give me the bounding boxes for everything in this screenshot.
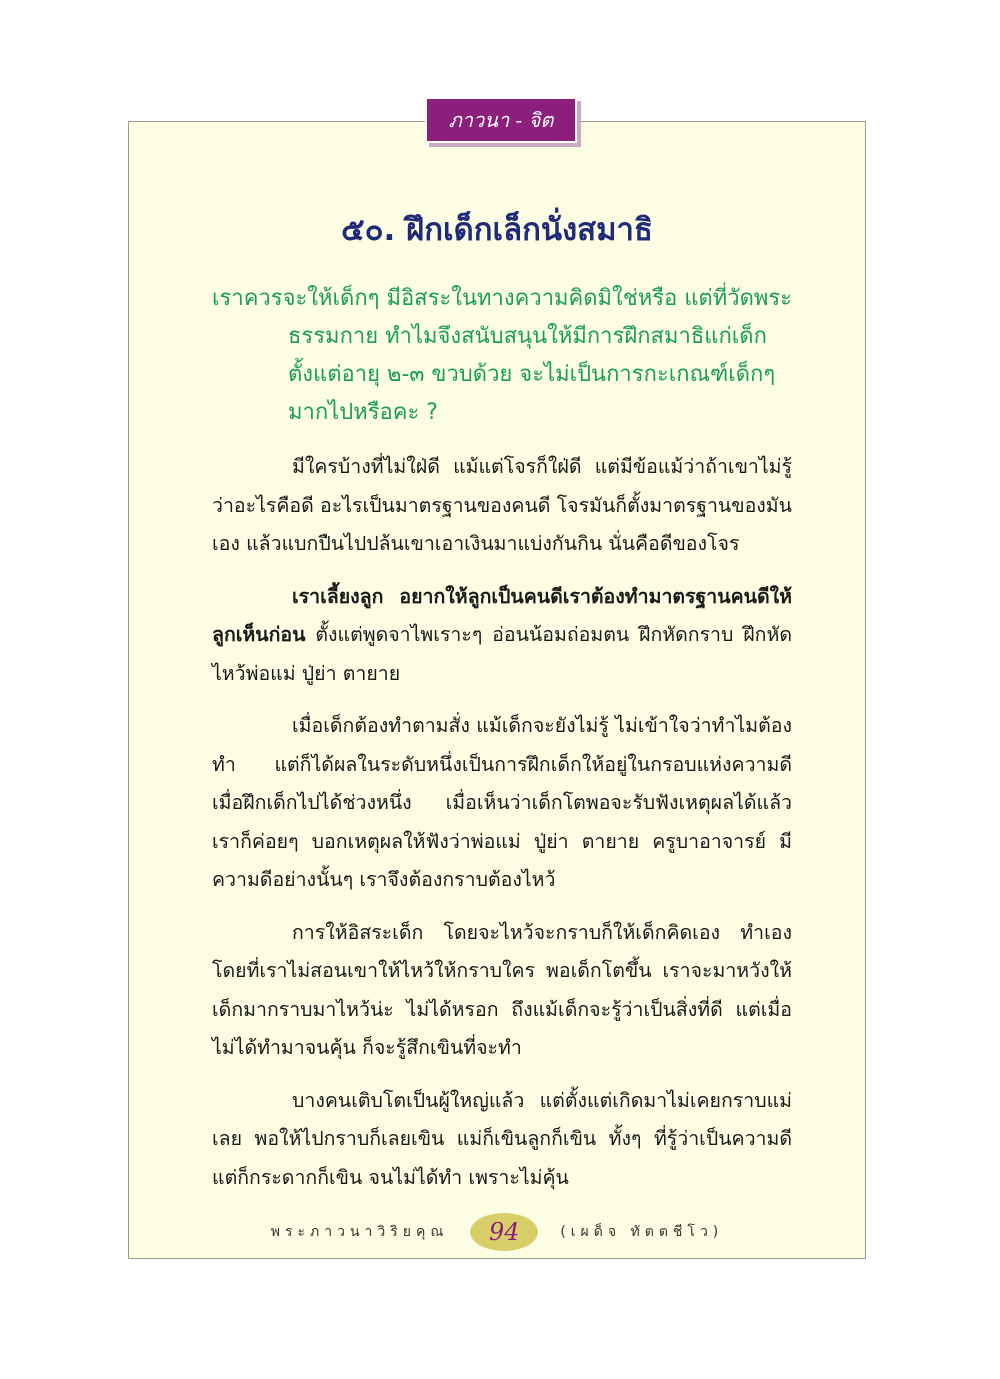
paragraph-5: บางคนเติบโตเป็นผู้ใหญ่แล้ว แต่ตั้งแต่เกิดมาไม่เคยกราบแม่เลย พอให้ไปกราบก็เลยเขิน แม่ก็เขินลูกก็เขิน ทั้งๆ ที่รู้ว่าเป็นความดี แต่ก็กระดากก็เขิน จนไม่ได้ทำ เพราะไม่คุ้น bbox=[212, 1088, 792, 1189]
paragraph-3: เมื่อเด็กต้องทำตามสั่ง แม้เด็กจะยังไม่รู้ ไม่เข้าใจว่าทำไมต้องทำ แต่ก็ได้ผลในระดับหนึ่งเป็นการฝึกเด็กให้อยู่ในกรอบแห่งความดี เมื่อฝึกเด็กไปได้ช่วงหนึ่ง เมื่อเห็นว่าเด็กโตพอจะรับฟังเหตุผลได้แล้ว เราก็ค่อยๆ บอกเหตุผลให้ฟังว่าพ่อแม่ ปู่ย่า ตายาย ครูบาอาจารย์ มีความดีอย่างนั้นๆ เราจึงต้องกราบต้องไหว้ bbox=[212, 714, 792, 891]
page-number-badge: 94 bbox=[470, 1213, 538, 1251]
footer-book-title: พระภาวนาวิริยคุณ bbox=[270, 1224, 449, 1240]
article-body bbox=[212, 448, 792, 1211]
section-tab: ภาวนา - จิต bbox=[425, 97, 577, 143]
paragraph-1: มีใครบ้างที่ไม่ใฝ่ดี แม้แต่โจรก็ใฝ่ดี แต่มีข้อแม้ว่าถ้าเขาไม่รู้ว่าอะไรคือดี อะไรเป็นมาตรฐานของคนดี โจรมันก็ตั้งมาตรฐานของมันเอง แล้วแบกปืนไปปล้นเขาเอาเงินมาแบ่งกันกิน นั่นคือดีของโจร bbox=[212, 455, 792, 555]
chapter-title: ๕๐. ฝึกเด็กเล็กนั่งสมาธิ bbox=[341, 212, 653, 248]
page-footer bbox=[128, 1210, 866, 1254]
paragraph-2-bold: เราเลี้ยงลูก อยากให้ลูกเป็นคนดีเราต้องทำมาตรฐานคนดีให้ลูกเห็นก่อน bbox=[212, 584, 792, 646]
footer-subtitle: (เผด็จ ทัตตชีโว) bbox=[560, 1224, 724, 1240]
paragraph-4: การให้อิสระเด็ก โดยจะไหว้จะกราบก็ให้เด็กคิดเอง ทำเอง โดยที่เราไม่สอนเขาให้ไหว้ให้กราบใคร พอเด็กโตขึ้น เราจะมาหวังให้เด็กมากราบมาไหว้น่ะ ไม่ได้หรอก ถึงแม้เด็กจะรู้ว่าเป็นสิ่งที่ดี แต่เมื่อไม่ได้ทำมาจนคุ้น ก็จะรู้สึกเขินที่จะทำ bbox=[212, 920, 792, 1059]
paragraph-2-rest: ตั้งแต่พูดจาไพเราะๆ อ่อนน้อมถ่อมตน ฝึกหัดกราบ ฝึกหัดไหว้พ่อแม่ ปู่ย่า ตายาย bbox=[212, 623, 792, 685]
question-text: เราควรจะให้เด็กๆ มีอิสระในทางความคิดมิใช่หรือ แต่ที่วัดพระธรรมกาย ทำไมจึงสนับสนุนให้มีการฝึกสมาธิแก่เด็กตั้งแต่อายุ ๒-๓ ขวบด้วย จะไม่เป็นการกะเกณฑ์เด็กๆ มากไปหรือคะ ? bbox=[212, 286, 792, 425]
paragraph-2 bbox=[212, 578, 792, 694]
